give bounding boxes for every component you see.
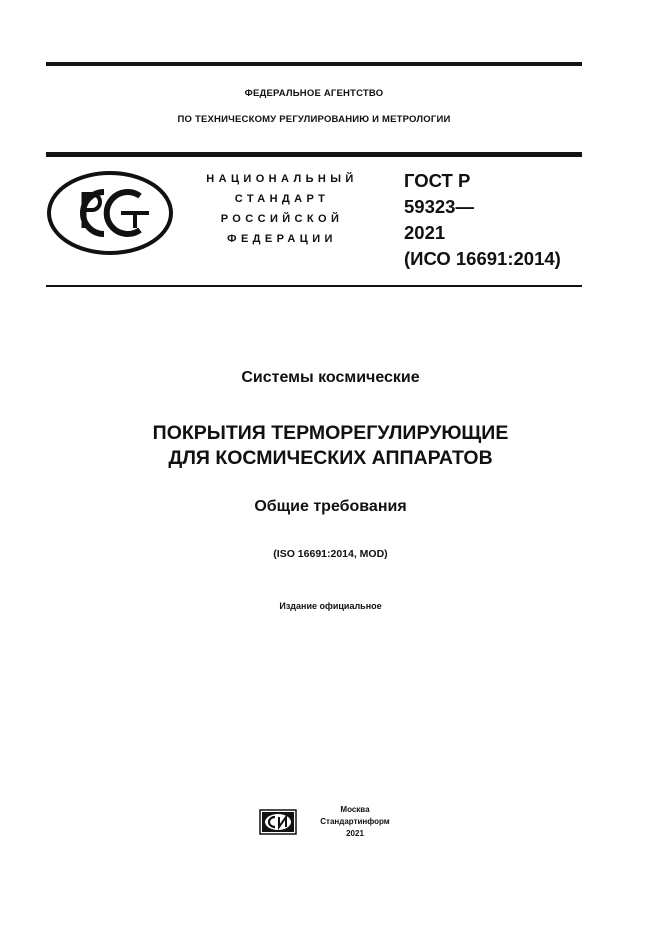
agency-name-line2: ПО ТЕХНИЧЕСКОМУ РЕГУЛИРОВАНИЮ И МЕТРОЛОГИИ [177,114,451,125]
rst-certification-logo [46,170,174,256]
standard-type-line: РОССИЙСКОЙ [220,213,344,225]
iso-reference: (ISO 16691:2014, MOD) [273,548,388,560]
standartinform-logo [259,808,297,836]
publisher-name: Стандартинформ [320,817,390,826]
document-title-line1: ПОКРЫТИЯ ТЕРМОРЕГУЛИРУЮЩИЕ [152,422,509,444]
standard-designation-line: (ИСО 16691:2014) [404,248,561,269]
top-rule [46,62,582,66]
publisher-city: Москва [340,805,370,814]
standard-designation-line: 2021 [404,222,446,243]
middle-rule [46,152,582,157]
document-title-line2: ДЛЯ КОСМИЧЕСКИХ АППАРАТОВ [168,447,493,469]
document-subtitle: Общие требования [254,498,407,515]
bottom-rule [46,285,582,287]
standard-type-line: СТАНДАРТ [234,193,330,205]
standard-designation-line: 59323— [404,196,474,217]
standard-type-line: ФЕДЕРАЦИИ [227,233,337,245]
publisher-year: 2021 [346,829,364,838]
standard-type-line: НАЦИОНАЛЬНЫЙ [206,173,358,185]
agency-name-line1: ФЕДЕРАЛЬНОЕ АГЕНТСТВО [244,88,384,99]
series-title: Системы космические [241,369,420,386]
standard-designation-line: ГОСТ Р [404,170,471,191]
edition-note: Издание официальное [279,601,382,611]
